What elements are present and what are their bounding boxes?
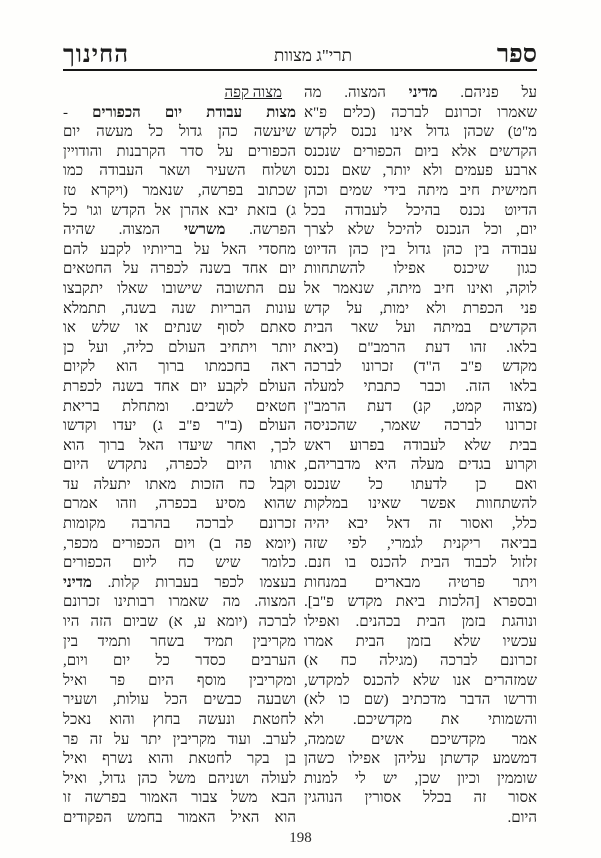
- text-line: זכרונו לברכה שאמר, שהכניסה: [304, 418, 537, 435]
- text-line: ואם כן לדעתו כל שנכנס: [304, 476, 537, 493]
- mitzvah-heading: מצוה קפה: [224, 85, 282, 101]
- text-line: זכרונם לברכה בהרבה מקומות: [63, 516, 296, 533]
- text-line: בלאו הזה. וכבר כתבתי למעלה: [304, 378, 537, 395]
- text-line: לערב. ועוד מקריבין יתר על זה פר: [63, 731, 296, 748]
- text-line: העולם (ב"ר פ"ב ג) יעדו וקדשו: [63, 418, 296, 435]
- text-line: שהוא מסיע בכפרה, וזהו אמרם: [63, 496, 296, 513]
- text-line: לברכה (יומא ע, א) שביום הזה היו: [63, 614, 296, 631]
- text-line: והשמותי את מקדשיכם. ולא: [304, 712, 537, 728]
- text-line: בבית שלא לעבודה בפרוע ראש: [304, 437, 537, 454]
- text-line: ושלוח השעיר ושאר העבודה כמו: [63, 163, 296, 180]
- column-right: [304, 84, 537, 829]
- text-line: אמר מקדשיכם אשים שממה,: [304, 731, 537, 748]
- text-line: בלאו. זהו דעת הרמב"ם (ביאת: [304, 339, 537, 356]
- text-line: על פניהם. מדיני המצוה. מה: [304, 85, 537, 101]
- text-line: העולם לקבע יום אחד בשנה לכפרת: [63, 378, 296, 395]
- text-line: הכפורים על סדר הקרבנות והודויין: [63, 143, 296, 160]
- text-line: אסור זה בכלל אסורין הנוהגין: [304, 790, 537, 807]
- text-line: וקבל כח הזכות מאתו יתעלה עד: [63, 476, 296, 493]
- text-line: שכתוב בפרשה, שנאמר (ויקרא טז: [63, 182, 296, 199]
- text-line: כגון שיכנס אפילו להשתחוות: [304, 261, 537, 278]
- text-line: עונות הבריות שנה בשנה, תתמלא: [63, 300, 296, 317]
- text-line: ובספרא [הלכות ביאת מקדש פ"ב].: [304, 594, 537, 611]
- text-line: חטאים לשבים. ומתחלת בריאת: [63, 398, 296, 415]
- text-line: עבודה בין כהן גדול בין כהן הדיוט: [304, 241, 537, 258]
- text-line: המצוה. מה שאמרו רבותינו זכרונם: [63, 594, 296, 611]
- text-line: יום, וכל הנכנס להיכל שלא לצרך: [304, 222, 537, 239]
- text-line: מצות עבודת יום הכפורים -: [63, 104, 297, 121]
- text-line: מ"ט) שכהן גדול אינו נכנס לקדש: [304, 124, 537, 141]
- text-line: הערבים כסדר כל יום ויום,: [63, 653, 296, 670]
- text-line: בעצמו לכפר בעברות קלות. מדיני: [63, 574, 296, 591]
- page-header: [63, 42, 537, 71]
- text-line: זכרונם לברכה (מגילה כח א): [304, 653, 537, 670]
- text-line: מקדש פ"ב ה"ד) זכרונו לברכה: [304, 359, 537, 376]
- text-line: ויתר פרטיה מבארים במנחות: [304, 574, 537, 591]
- text-line: בן בקר לחטאת והוא נשרף ואיל: [63, 751, 296, 768]
- text-line: ומקריבין מוסף היום פר ואיל: [63, 672, 296, 689]
- text-line: (מצוה קמט, קנ) דעת הרמב"ן: [304, 398, 537, 415]
- text-line: לוקה, ואינו חיב מיתה, שנאמר אל: [304, 280, 537, 297]
- text-line: לעולה ושניהם משל כהן גדול, ואיל: [63, 770, 296, 787]
- text-line: דמשמע קדשתן עליהן אפילו כשהן: [304, 751, 537, 768]
- text-line: (יומא פה ב) ויום הכפורים מכפר,: [63, 535, 296, 552]
- text-line: עכשיו שלא בזמן הבית אמרו: [304, 633, 537, 650]
- text-line: פני הכפרת ולא ימות, על קדש: [304, 300, 537, 317]
- text-body: [63, 84, 537, 829]
- text-line: שמזהרים אנו שלא להכנס למקדש,: [304, 672, 537, 689]
- text-line: חמישית חיב מיתה בידי שמים וכהן: [304, 182, 537, 199]
- column-left: [63, 84, 296, 829]
- text-line: הבא משל צבור האמור בפרשה זו: [63, 790, 296, 807]
- text-line: הוא האיל האמור בחמש הפקודים: [63, 809, 296, 826]
- header-title-sefer: ספר: [496, 41, 537, 68]
- text-line: שוממין וכיון שכן, יש לי למנות: [304, 770, 537, 787]
- text-line: הדיוט נכנס בהיכל לעבודה בכל: [304, 202, 537, 219]
- header-title-taryag-mitzvot: תרי"ג מצוות: [273, 46, 352, 65]
- text-line: ודרשו הדבר מדכתיב (שם כו לא): [304, 692, 537, 709]
- text-line: הקדשים במיתה ועל שאר הבית: [304, 320, 537, 337]
- text-line: אותו היום לכפרה, נתקדש היום: [63, 457, 296, 474]
- text-line: היום.: [507, 809, 537, 826]
- text-line: מחסדי האל על בריותיו לקבע להם: [63, 241, 296, 258]
- text-line: ארבע פעמים ולא יותר, שאם נכנס: [304, 163, 537, 180]
- text-line: ראה בחכמתו ברוך הוא לקיום: [63, 359, 296, 376]
- text-line: סאתם לסוף שנתים או שלש או: [63, 320, 296, 337]
- text-line: להשתחוות אפשר שאינו במלקות: [304, 496, 537, 513]
- text-line: יותר ויתחיב העולם כליה, ועל כן: [63, 339, 296, 356]
- text-line: זלזול לכבוד הבית להכנס בו חנם.: [304, 555, 537, 572]
- text-line: ושבעה כבשים הכל עולות, ושעיר: [63, 692, 296, 709]
- text-line: הקדשים אלא ביום הכפורים שנכנס: [304, 143, 537, 160]
- text-line: כלל, ואסור זה דאל יבא יהיה: [304, 516, 537, 533]
- text-line: לכך, ואחר שיעדו האל ברוך הוא: [63, 437, 296, 454]
- text-line: שיעשה כהן גדול כל מעשה יום: [63, 124, 296, 141]
- text-line: וקרוע בגדים מעלה היא מדבריהם,: [304, 457, 537, 474]
- text-line: ונוהגת בזמן הבית בכהנים. ואפילו: [304, 614, 537, 631]
- text-line: ג) בזאת יבא אהרן אל הקדש וגו' כל: [63, 202, 296, 219]
- text-line: עם התשובה שישובו שאלו יתקבצו: [63, 280, 296, 297]
- page-number: 198: [289, 830, 312, 846]
- text-line: לחטאת ונעשה בחוץ והוא נאכל: [63, 712, 296, 728]
- text-line: כלומר שיש כח ליום הכפורים: [63, 555, 296, 572]
- header-title-hachinuch: החינוך: [63, 42, 130, 68]
- text-line: יום אחד בשנה לכפרה על החטאים: [63, 261, 296, 278]
- text-line: מקריבין תמיד בשחר ותמיד בין: [63, 633, 296, 650]
- text-line: שאמרו זכרונם לברכה (כלים פ"א: [304, 104, 537, 121]
- text-line: בביאה ריקנית לגמרי, לפי שזה: [304, 535, 537, 552]
- text-line: הפרשה. משרשי המצוה. שהיה: [63, 222, 296, 239]
